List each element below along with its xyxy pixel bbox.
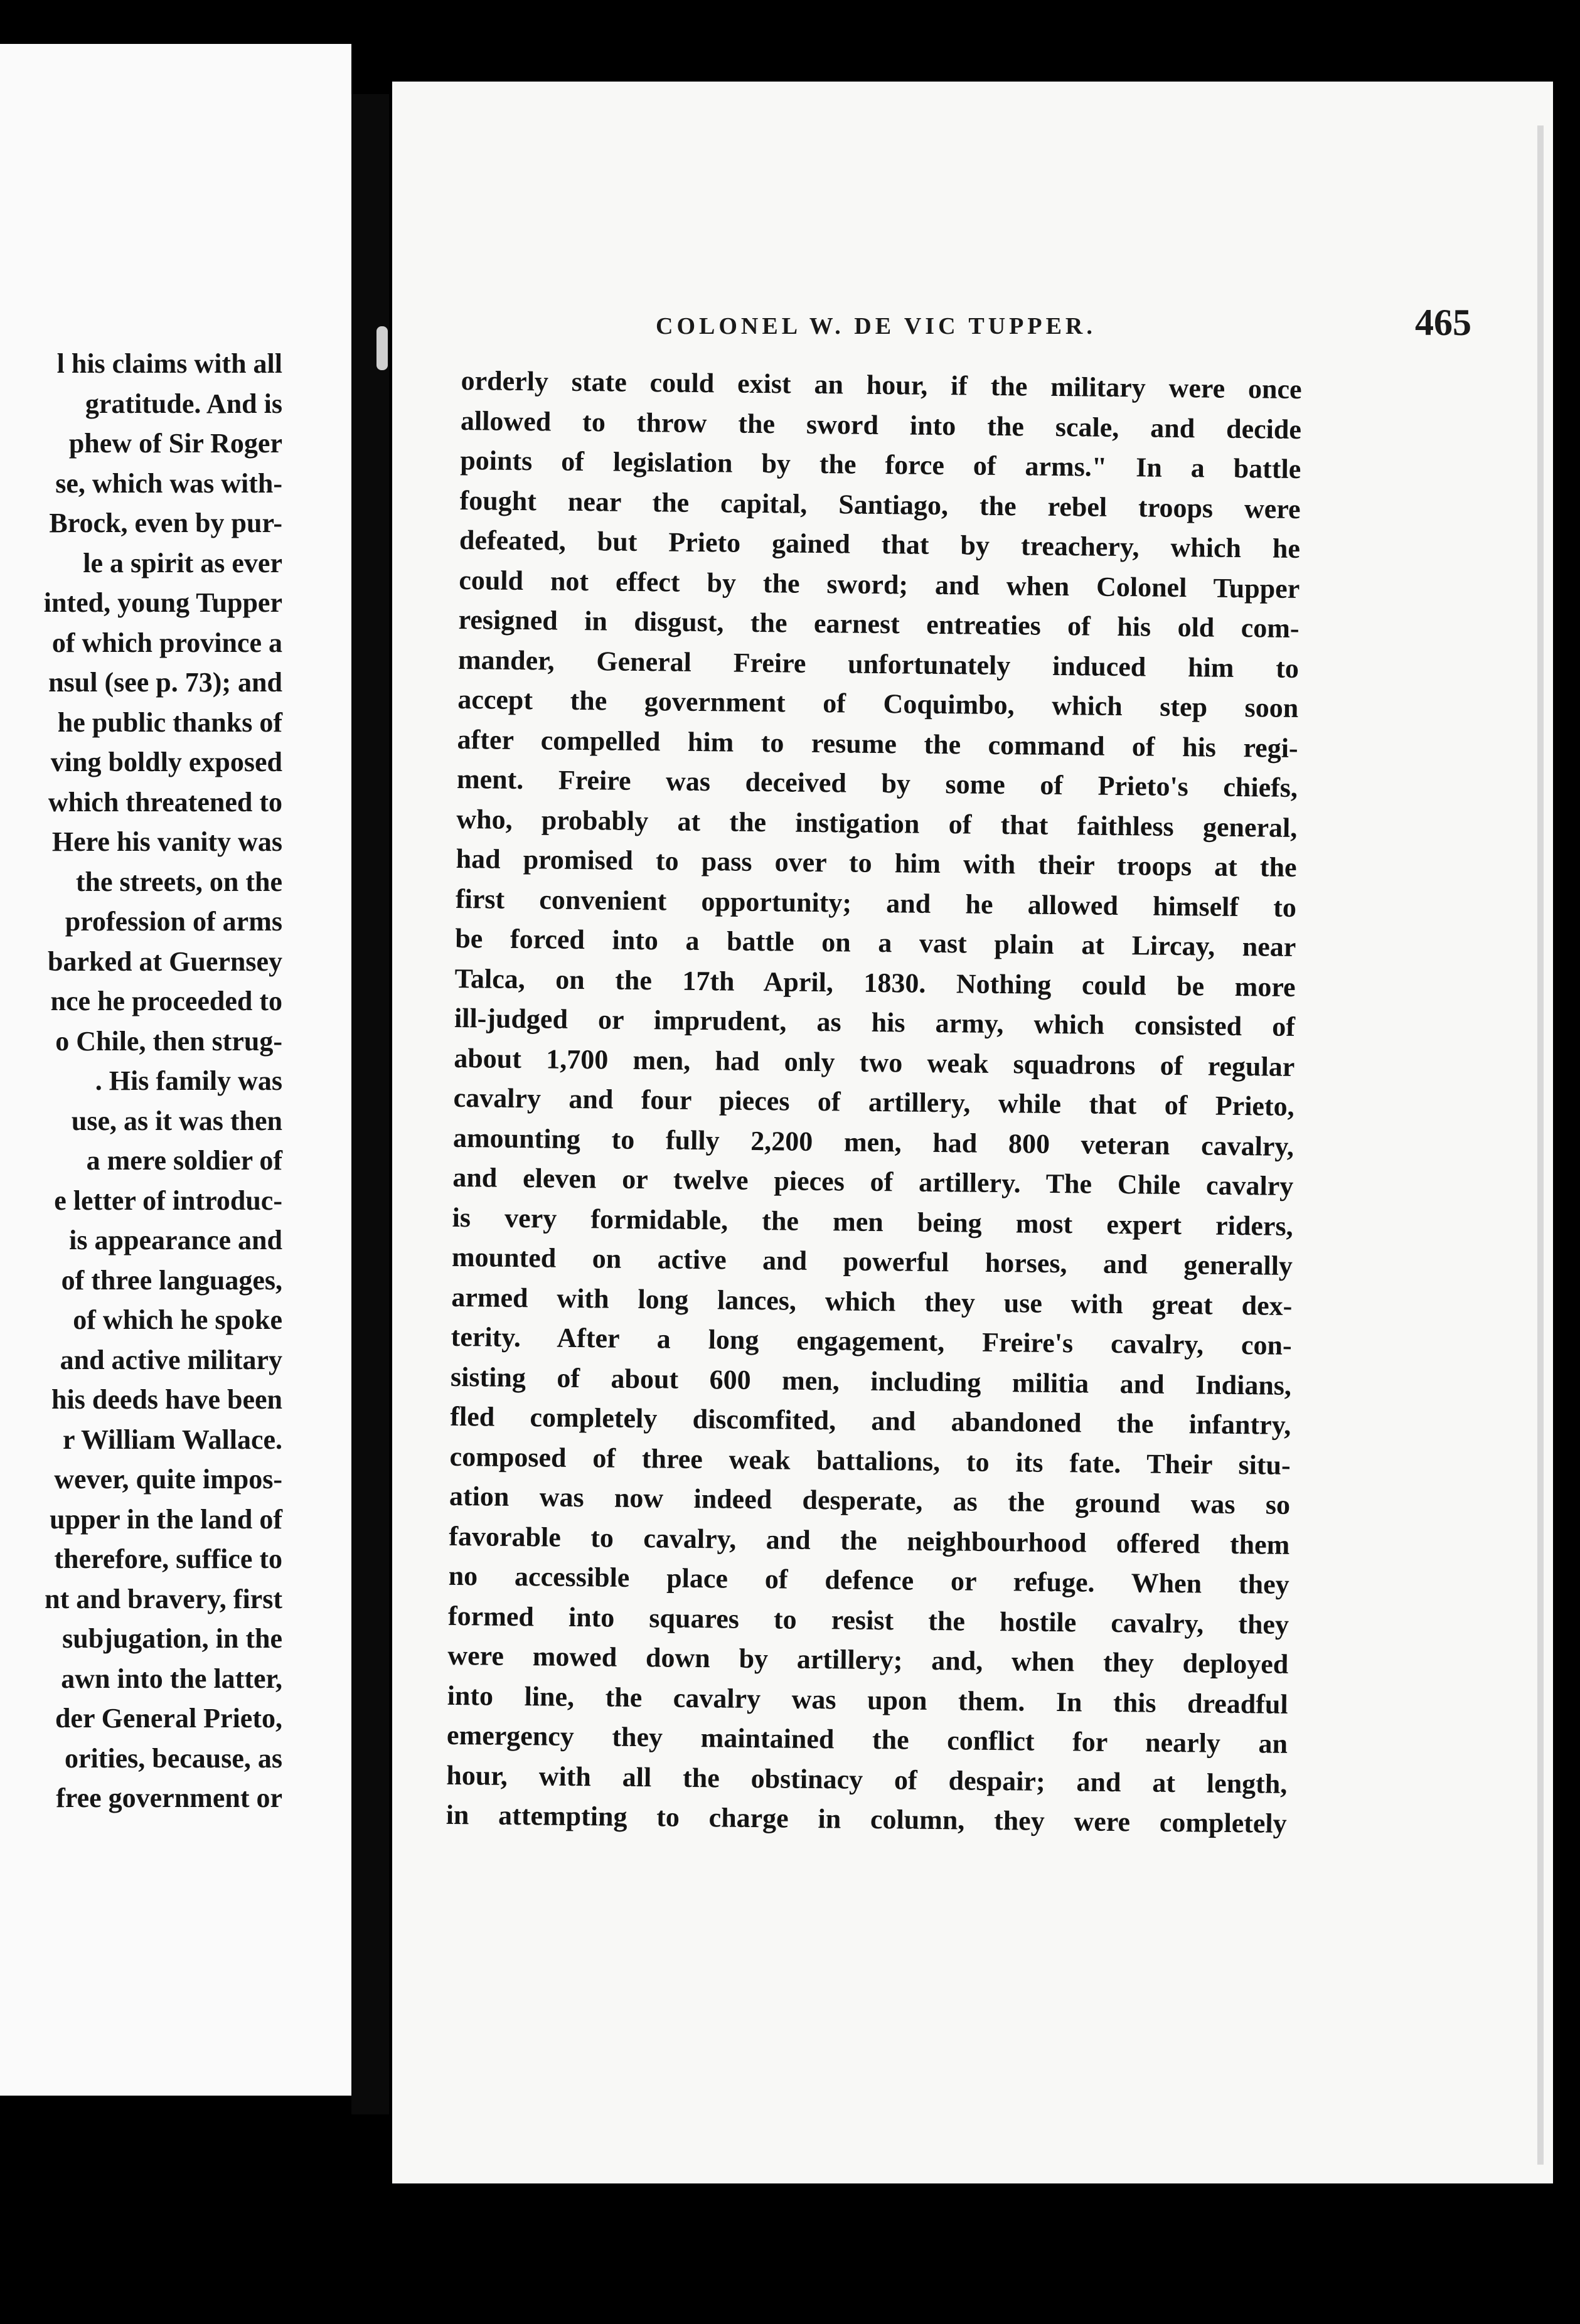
left-page-text xyxy=(0,344,282,1818)
text-line: defeated, but Prieto gained that by treachery, which he xyxy=(459,524,1301,565)
text-line: inted, young Tupper xyxy=(43,587,282,618)
text-line: is appearance and xyxy=(69,1225,282,1255)
text-line: is very formidable, the men being most expert riders, xyxy=(452,1202,1293,1242)
text-line: gratitude. And is xyxy=(85,388,282,419)
text-line: use, as it was then xyxy=(71,1105,282,1136)
text-line: . His family was xyxy=(95,1065,282,1096)
left-page xyxy=(0,44,351,2096)
text-line: had promised to pass over to him with their troops at the xyxy=(456,843,1297,883)
text-line: in attempting to charge in column, they were completely xyxy=(446,1799,1287,1839)
text-line: ill-judged or imprudent, as his army, which consisted of xyxy=(454,1002,1296,1042)
text-line: of which province a xyxy=(51,627,282,658)
text-line: der General Prieto, xyxy=(55,1703,282,1734)
text-line: he public thanks of xyxy=(57,706,282,738)
text-line: ment. Freire was deceived by some of Prieto's chiefs, xyxy=(456,763,1298,803)
text-line: be forced into a battle on a vast plain at Lircay, near xyxy=(455,922,1296,962)
text-line: amounting to fully 2,200 men, had 800 veteran cavalry, xyxy=(452,1122,1294,1162)
text-line: fled completely discomfited, and abandoned the infantry, xyxy=(450,1400,1291,1441)
text-line: sisting of about 600 men, including militia and Indians, xyxy=(450,1361,1292,1401)
text-line: cavalry and four pieces of artillery, while that of Prieto, xyxy=(453,1082,1294,1122)
text-line: into line, the cavalry was upon them. In this dreadful xyxy=(447,1680,1288,1720)
book-gutter xyxy=(351,94,389,2114)
text-line: points of legislation by the force of arms." In a battle xyxy=(460,444,1301,485)
text-line: Here his vanity was xyxy=(51,826,282,857)
text-line: first convenient opportunity; and he allowed himself to xyxy=(455,883,1297,923)
text-line: and active military xyxy=(60,1344,282,1375)
text-line: a mere soldier of xyxy=(86,1145,282,1176)
text-line: barked at Guernsey xyxy=(48,946,282,977)
text-line: could not effect by the sword; and when Colonel Tupper xyxy=(459,564,1300,604)
text-line: of three languages, xyxy=(61,1264,282,1296)
running-head: COLONEL W. DE VIC TUPPER. xyxy=(656,313,1096,339)
text-line: formed into squares to resist the hostile cavalry, they xyxy=(447,1600,1289,1640)
text-line: e letter of introduc- xyxy=(54,1185,282,1216)
text-line: ation was now indeed desperate, as the ground was so xyxy=(449,1480,1291,1520)
text-line: nsul (see p. 73); and xyxy=(48,667,282,698)
text-line: orderly state could exist an hour, if the military were once xyxy=(461,365,1302,405)
text-line: l his claims with all xyxy=(56,348,282,379)
text-line: mander, General Freire unfortunately induced him to xyxy=(457,644,1300,684)
text-line: which threatened to xyxy=(48,786,282,818)
text-line: composed of three weak battalions, to its fate. Their situ- xyxy=(449,1441,1291,1481)
right-page xyxy=(392,82,1553,2183)
text-line: profession of arms xyxy=(65,906,282,937)
text-line: about 1,700 men, had only two weak squadrons of regular xyxy=(454,1042,1295,1082)
text-line: were mowed down by artillery; and, when they deployed xyxy=(447,1639,1289,1680)
text-line: fought near the capital, Santiago, the rebel troops were xyxy=(459,484,1301,525)
text-line: free government or xyxy=(56,1783,282,1813)
text-line: Talca, on the 17th April, 1830. Nothing could be more xyxy=(454,962,1296,1003)
right-page-text xyxy=(446,361,1302,1843)
scan-speck xyxy=(376,326,388,370)
text-line: after compelled him to resume the command of his regi- xyxy=(457,723,1298,764)
page-edge xyxy=(1537,125,1544,2165)
text-line: nce he proceeded to xyxy=(50,986,282,1016)
text-line: the streets, on the xyxy=(75,866,282,897)
text-line: emergency they maintained the conflict for nearly an xyxy=(446,1719,1288,1759)
text-line: Brock, even by pur- xyxy=(49,508,282,538)
text-line: and eleven or twelve pieces of artillery. The Chile cavalry xyxy=(452,1161,1294,1202)
text-line: therefore, suffice to xyxy=(54,1543,282,1574)
page-header xyxy=(656,301,1471,351)
text-line: armed with long lances, which they use with great dex- xyxy=(451,1281,1293,1321)
text-line: no accessible place of defence or refuge. When they xyxy=(448,1560,1289,1600)
text-line: who, probably at the instigation of that faithless general, xyxy=(456,803,1298,843)
text-line: his deeds have been xyxy=(51,1384,282,1415)
text-line: awn into the latter, xyxy=(61,1663,282,1694)
text-line: orities, because, as xyxy=(64,1742,282,1774)
text-line: accept the government of Coquimbo, which step soon xyxy=(457,683,1299,724)
text-line: terity. After a long engagement, Freire's cavalry, con- xyxy=(451,1321,1292,1361)
text-line: nt and bravery, first xyxy=(45,1583,282,1614)
text-line: r William Wallace. xyxy=(63,1424,282,1455)
text-line: se, which was with- xyxy=(55,467,282,499)
text-line: allowed to throw the sword into the scale, and decide xyxy=(460,405,1302,445)
text-line: subjugation, in the xyxy=(62,1623,282,1654)
text-line: resigned in disgust, the earnest entreaties of his old com- xyxy=(458,604,1300,644)
text-line: upper in the land of xyxy=(50,1503,282,1535)
text-line: o Chile, then strug- xyxy=(55,1025,282,1057)
text-line: phew of Sir Roger xyxy=(68,428,282,459)
text-line: of which he spoke xyxy=(73,1304,282,1335)
text-line: ving boldly exposed xyxy=(50,747,282,777)
text-line: mounted on active and powerful horses, and generally xyxy=(451,1241,1293,1281)
text-line: favorable to cavalry, and the neighbourhood offered them xyxy=(449,1520,1290,1560)
text-line: wever, quite impos- xyxy=(54,1464,282,1495)
text-line: le a spirit as ever xyxy=(83,547,282,578)
page-number: 465 xyxy=(1415,302,1471,343)
text-line: hour, with all the obstinacy of despair; and at length, xyxy=(446,1759,1288,1799)
